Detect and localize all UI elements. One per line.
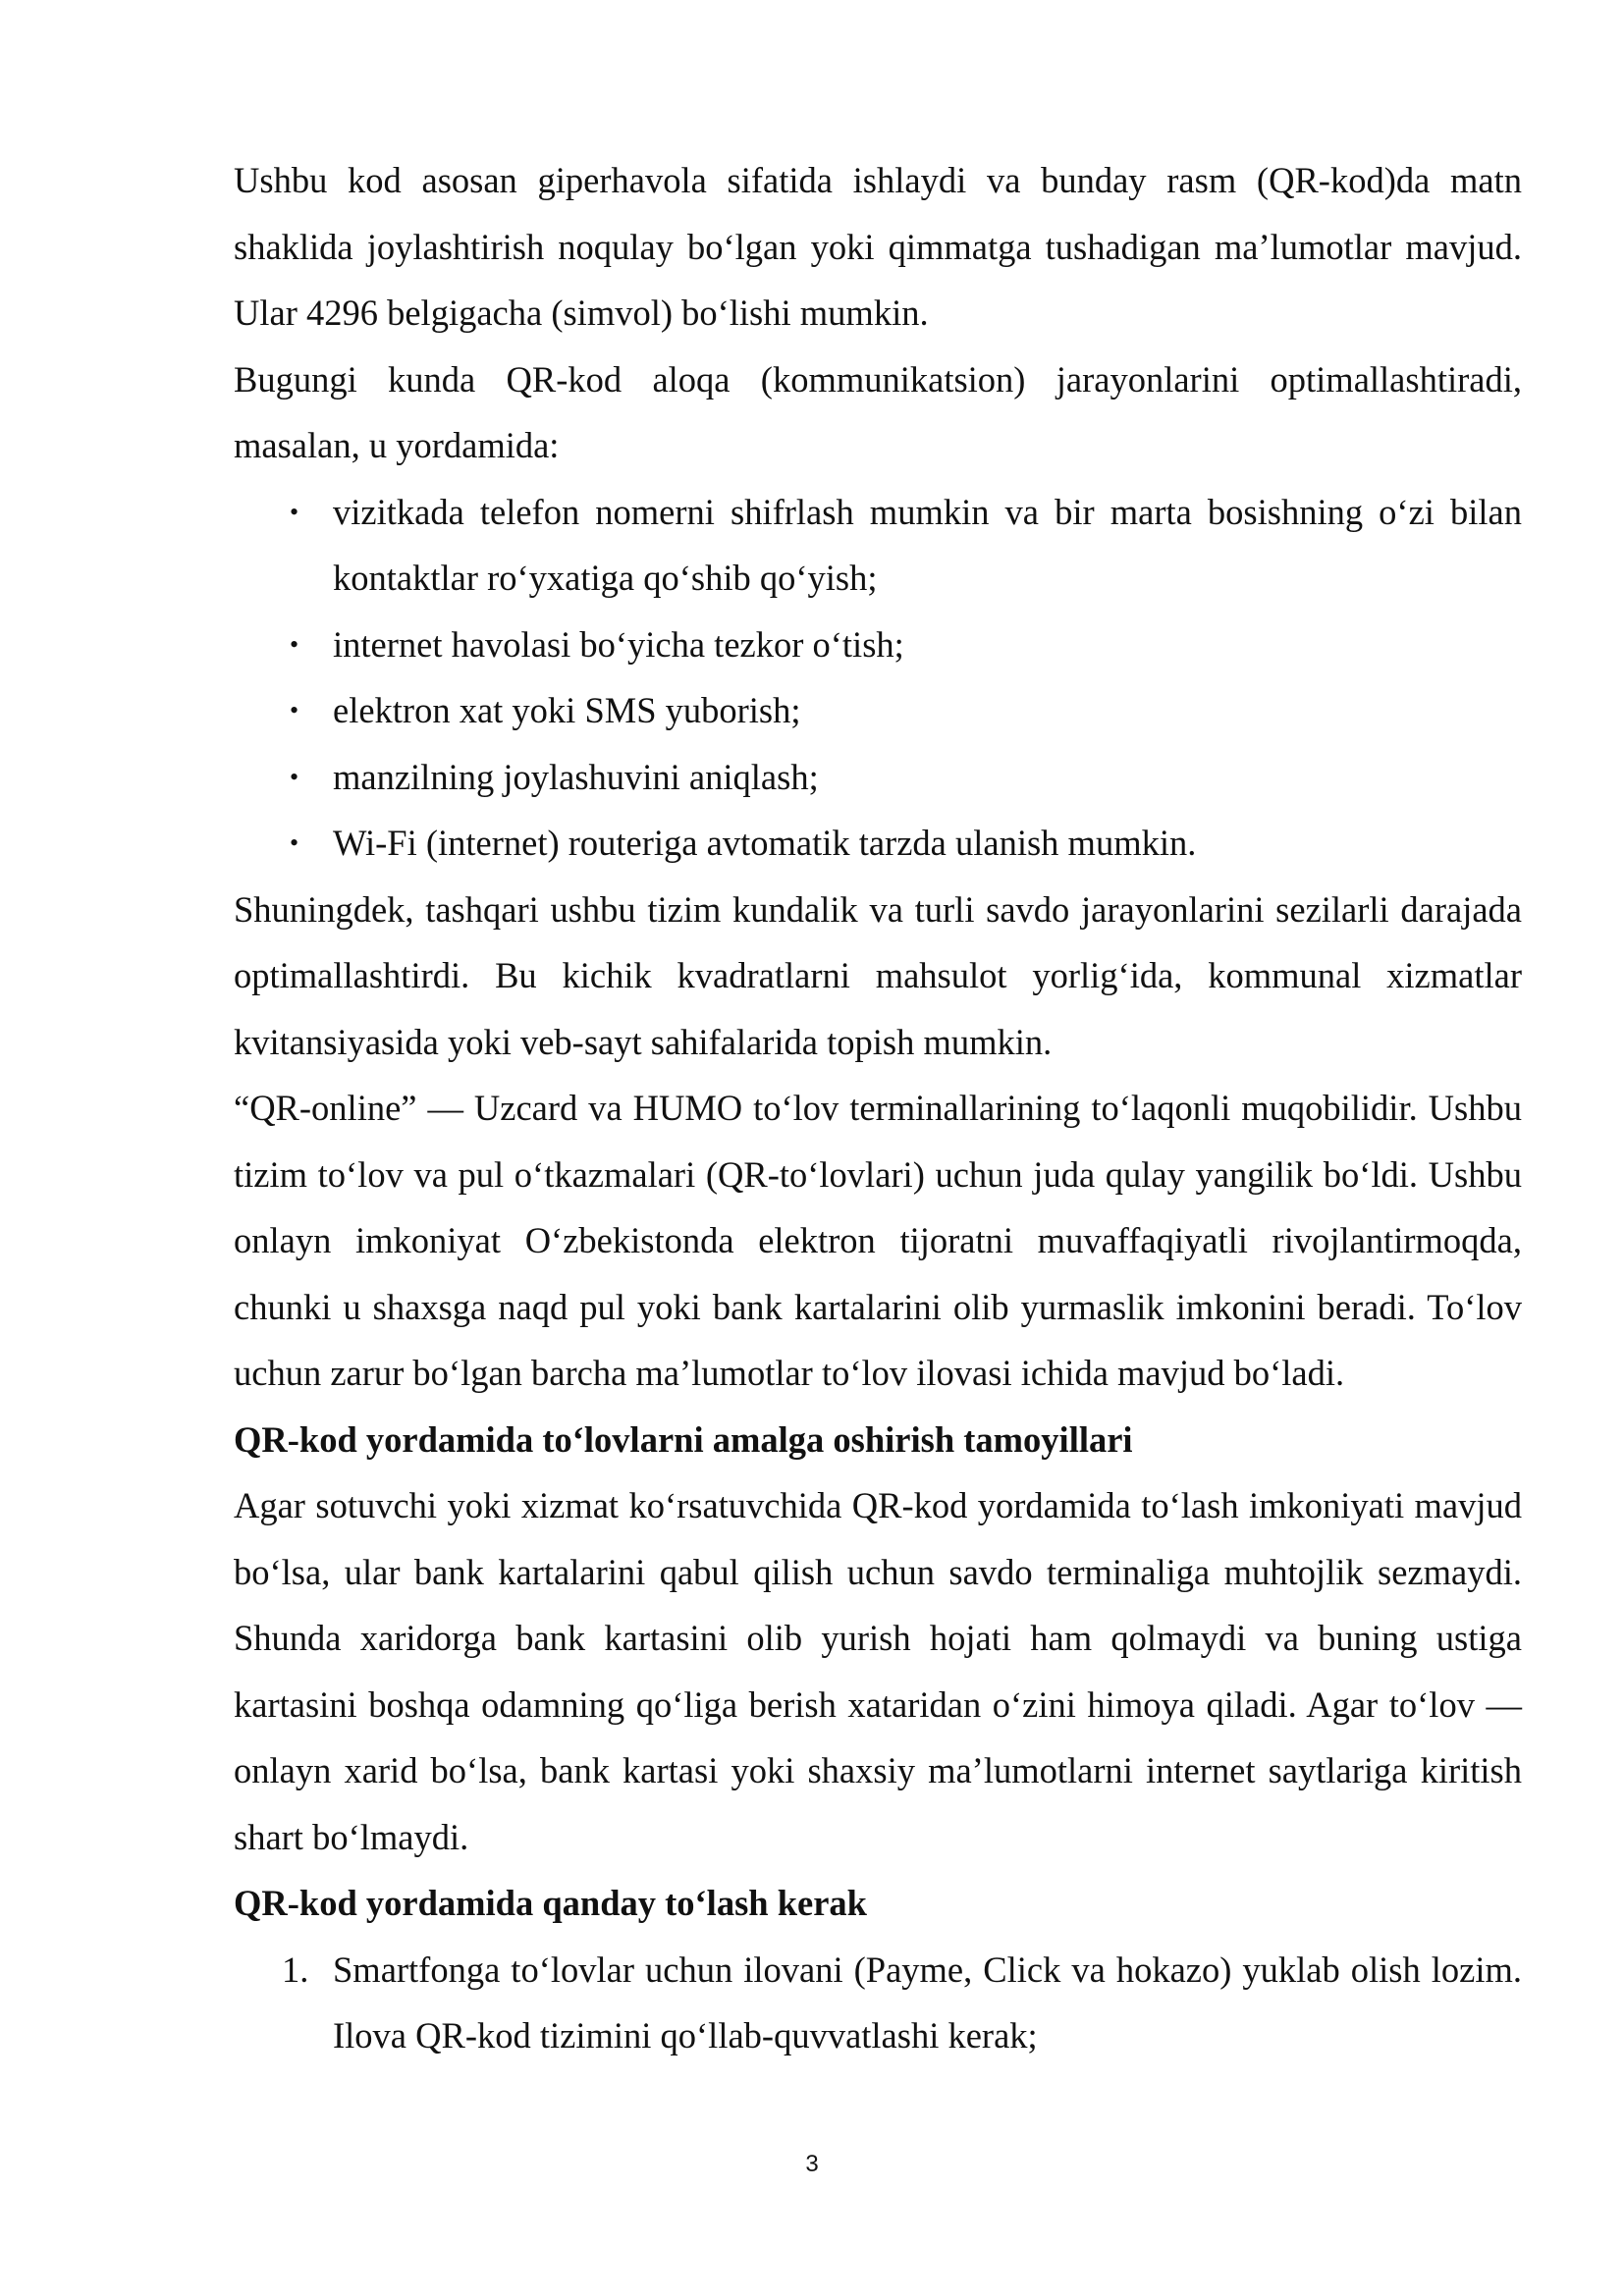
bullet-icon: •	[290, 828, 299, 857]
bullet-icon: •	[290, 696, 299, 724]
bullet-text: manzilning joylashuvini aniqlash;	[333, 756, 819, 797]
bullet-icon: •	[290, 497, 299, 526]
numbered-list-steps	[234, 1937, 1522, 2069]
document-page	[234, 147, 1522, 2069]
bullet-item	[234, 744, 1522, 811]
bullet-item	[234, 479, 1522, 612]
bullet-list-qr-uses	[234, 479, 1522, 877]
paragraph-qr-online: “QR-online” — Uzcard va HUMO to‘lov terminallarining to‘laqonli muqobilidir. Ushbu tizim to‘lov va pul o‘tkazmalari (QR-to‘lovlari) uchun juda qulay yangilik bo‘ldi. Ushbu onlayn imkoniyat O‘zbekistonda elektron tijoratni muvaffaqiyatli rivojlantirmoqda, chunki u shaxsga naqd pul yoki bank kartalarini olib yurmaslik imkonini beradi. To‘lov uchun zarur bo‘lgan barcha ma’lumotlar to‘lov ilovasi ichida mavjud bo‘ladi.	[234, 1088, 1522, 1393]
bullet-icon: •	[290, 762, 299, 791]
paragraph-trade-optimization: Shuningdek, tashqari ushbu tizim kundalik va turli savdo jarayonlarini sezilarli darajada optimallashtirdi. Bu kichik kvadratlarni mahsulot yorlig‘ida, kommunal xizmatlar kvitansiyasida yoki veb-sayt sahifalarida topish mumkin.	[234, 888, 1522, 1062]
bullet-item	[234, 677, 1522, 744]
bullet-icon: •	[290, 629, 299, 659]
bullet-text: Wi-Fi (internet) routeriga avtomatik tarzda ulanish mumkin.	[333, 823, 1197, 863]
bullet-text: vizitkada telefon nomerni shifrlash mumkin va bir marta bosishning o‘zi bilan kontaktlar ro‘yxatiga qo‘shib qo‘yish;	[333, 491, 1522, 598]
paragraph-communication-optimization: Bugungi kunda QR-kod aloqa (kommunikatsion) jarayonlarini optimallashtiradi, masalan, u yordamida:	[234, 358, 1522, 465]
paragraph-seller-qr: Agar sotuvchi yoki xizmat ko‘rsatuvchida QR-kod yordamida to‘lash imkoniyati mavjud bo‘lsa, ular bank kartalarini qabul qilish uchun savdo terminaliga muhtojlik sezmaydi. Shunda xaridorga bank kartasini olib yurish hojati ham qolmaydi va buning ustiga kartasini boshqa odamning qo‘liga berish xataridan o‘zini himoya qiladi. Agar to‘lov — onlayn xarid bo‘lsa, bank kartasi yoki shaxsiy ma’lumotlarni internet saytlariga kiritish shart bo‘lmaydi.	[234, 1485, 1522, 1857]
numbered-text: Smartfonga to‘lovlar uchun ilovani (Payme, Click va hokazo) yuklab olish lozim. Ilova QR-kod tizimini qo‘llab-quvvatlashi kerak;	[333, 1949, 1522, 2056]
bullet-item	[234, 810, 1522, 877]
page-number: 3	[805, 2151, 819, 2177]
list-number: 1.	[282, 1949, 309, 1990]
paragraph-qr-hyperlink: Ushbu kod asosan giperhavola sifatida ishlaydi va bunday rasm (QR-kod)da matn shaklida joylashtirish noqulay bo‘lgan yoki qimmatga tushadigan ma’lumotlar mavjud. Ular 4296 belgigacha (simvol) bo‘lishi mumkin.	[234, 160, 1522, 333]
bullet-item	[234, 612, 1522, 678]
bullet-text: elektron xat yoki SMS yuborish;	[333, 690, 801, 730]
bullet-text: internet havolasi bo‘yicha tezkor o‘tish;	[333, 623, 904, 665]
section-heading-payment-principles: QR-kod yordamida to‘lovlarni amalga oshirish tamoyillari	[234, 1418, 1133, 1460]
numbered-item	[234, 1937, 1522, 2069]
section-heading-how-to-pay: QR-kod yordamida qanday to‘lash kerak	[234, 1883, 867, 1923]
